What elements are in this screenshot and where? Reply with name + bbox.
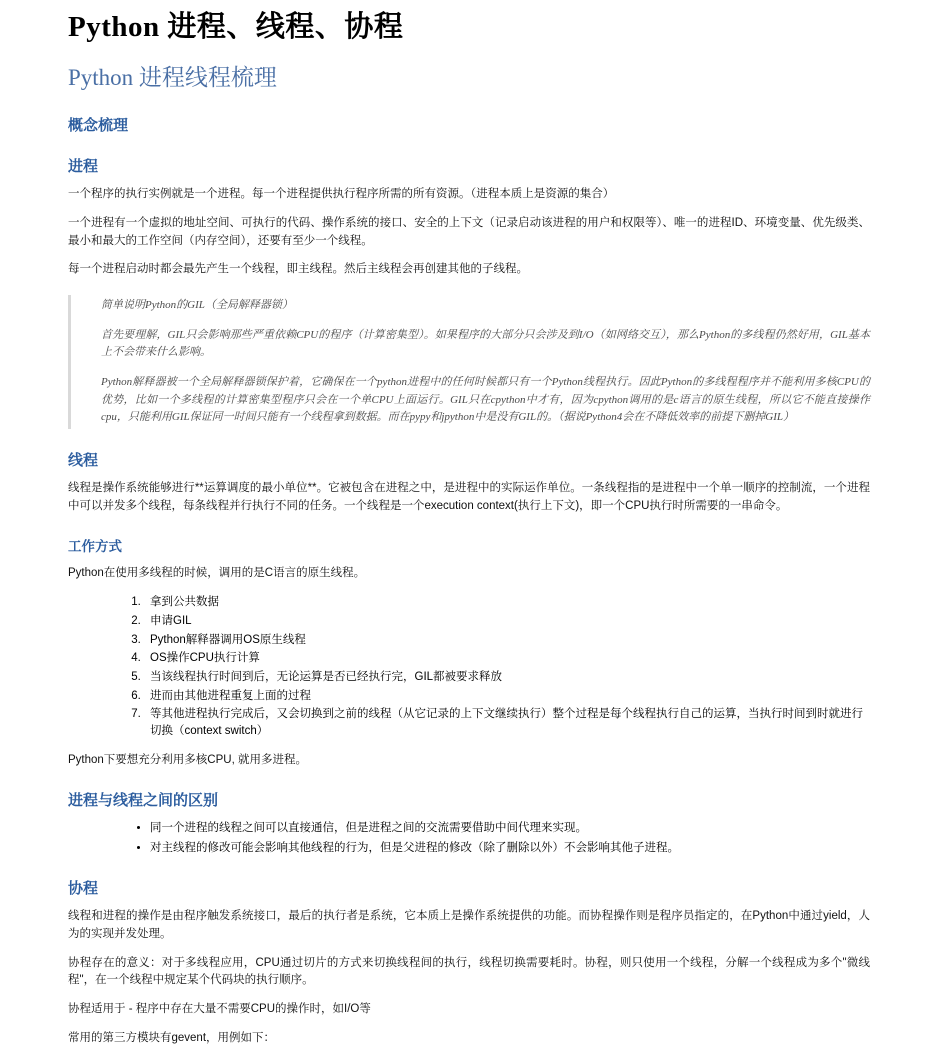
subsection-heading-process: 进程 <box>68 158 99 175</box>
list-item: • 同一个进程的线程之间可以直接通信，但是进程之间的交流需要借助中间代理来实现。 <box>150 820 870 837</box>
list-item: 4. OS操作CPU执行计算 <box>144 650 870 667</box>
list-item: 6. 进而由其他进程重复上面的过程 <box>144 688 870 705</box>
gil-note-line-2: 首先要理解，GIL只会影响那些严重依赖CPU的程序（计算密集型）。如果程序的大部分只会涉及到I/O（如网络交互），那么Python的多线程仍然好用，GIL基本上不会带来什么影响。 <box>101 328 870 359</box>
coroutine-paragraph-1: 线程和进程的操作是由程序触发系统接口，最后的执行者是系统，它本质上是操作系统提供的功能。而协程操作则是程序员指定的，在Python中通过yield，人为的实现并发处理。 <box>68 909 870 940</box>
section-heading-concept: 概念梳理 <box>68 117 129 134</box>
process-paragraph-3: 每一个进程启动时都会最先产生一个线程，即主线程。然后主线程会再创建其他的子线程。 <box>68 263 528 276</box>
list-item: • 对主线程的修改可能会影响其他线程的行为，但是父进程的修改（除了删除以外）不会影响其他子进程。 <box>150 840 870 857</box>
list-item: 3. Python解释器调用OS原生线程 <box>144 632 870 649</box>
coroutine-paragraph-3: 协程适用于 - 程序中存在大量不需要CPU的操作时，如I/O等 <box>68 1003 371 1016</box>
workstyle-step-list <box>68 594 870 739</box>
process-paragraph-2: 一个进程有一个虚拟的地址空间、可执行的代码、操作系统的接口、安全的上下文（记录启动该进程的用户和权限等）、唯一的进程ID、环境变量、优先级类、最小和最大的工作空间（内存空间），还要有至少一个线程。 <box>68 216 870 247</box>
list-item: 2. 申请GIL <box>144 613 870 630</box>
thread-paragraph-1: 线程是操作系统能够进行**运算调度的最小单位**。它被包含在进程之中，是进程中的实际运作单位。一条线程指的是进程中一个单一顺序的控制流，一个进程中可以并发多个线程，每条线程并行执行不同的任务。一个线程是一个execution context(执行上下文)，即一个CPU执行时所需要的一串命令。 <box>68 481 870 512</box>
process-paragraph-1: 一个程序的执行实例就是一个进程。每一个进程提供执行程序所需的所有资源。（进程本质上是资源的集合） <box>68 188 615 200</box>
gil-note-blockquote <box>68 295 870 429</box>
workstyle-outro: Python下要想充分利用多核CPU, 就用多进程。 <box>68 753 307 766</box>
workstyle-intro: Python在使用多线程的时候，调用的是C语言的原生线程。 <box>68 567 366 580</box>
document-subtitle: Python 进程线程梳理 <box>68 65 277 90</box>
coroutine-paragraph-4: 常用的第三方模块有gevent，用例如下： <box>68 1032 276 1044</box>
list-item: 5. 当该线程执行时间到后，无论运算是否已经执行完，GIL都被要求释放 <box>144 669 870 686</box>
subsection-heading-workstyle: 工作方式 <box>68 539 122 555</box>
list-item: 7. 等其他进程执行完成后，又会切换到之前的线程（从它记录的上下文继续执行）整个过程是每个线程执行自己的运算，当执行时间到时就进行切换（context switch） <box>144 706 870 739</box>
subsection-heading-thread: 线程 <box>68 451 99 469</box>
document-page <box>0 4 932 1048</box>
difference-bullet-list <box>68 820 870 857</box>
page-title: Python 进程、线程、协程 <box>68 11 404 43</box>
subsection-heading-coroutine: 协程 <box>68 879 99 897</box>
list-item: 1. 拿到公共数据 <box>144 594 870 611</box>
subsection-heading-difference: 进程与线程之间的区别 <box>68 792 219 810</box>
coroutine-paragraph-2: 协程存在的意义：对于多线程应用，CPU通过切片的方式来切换线程间的执行，线程切换需要耗时。协程，则只使用一个线程，分解一个线程成为多个"微线程"，在一个线程中规定某个代码块的执行顺序。 <box>68 956 870 987</box>
gil-note-line-3: Python解释器被一个全局解释器锁保护着，它确保在一个python进程中的任何时候都只有一个Python线程执行。因此Python的多线程程序并不能利用多核CPU的优势，比如一个多线程的计算密集型程序只会在一个单CPU上面运行。GIL只在cpython中才有，因为cpython调用的是c语言的原生线程，所以它不能直接操作cpu，只能利用GIL保证同一时间只能有一个线程拿到数据。而在pypy和jpython中是没有GIL的。（据说Python4会在不降低效率的前提下删掉GIL） <box>101 376 870 424</box>
gil-note-line-1: 简单说明Python的GIL（全局解释器锁） <box>101 299 293 312</box>
